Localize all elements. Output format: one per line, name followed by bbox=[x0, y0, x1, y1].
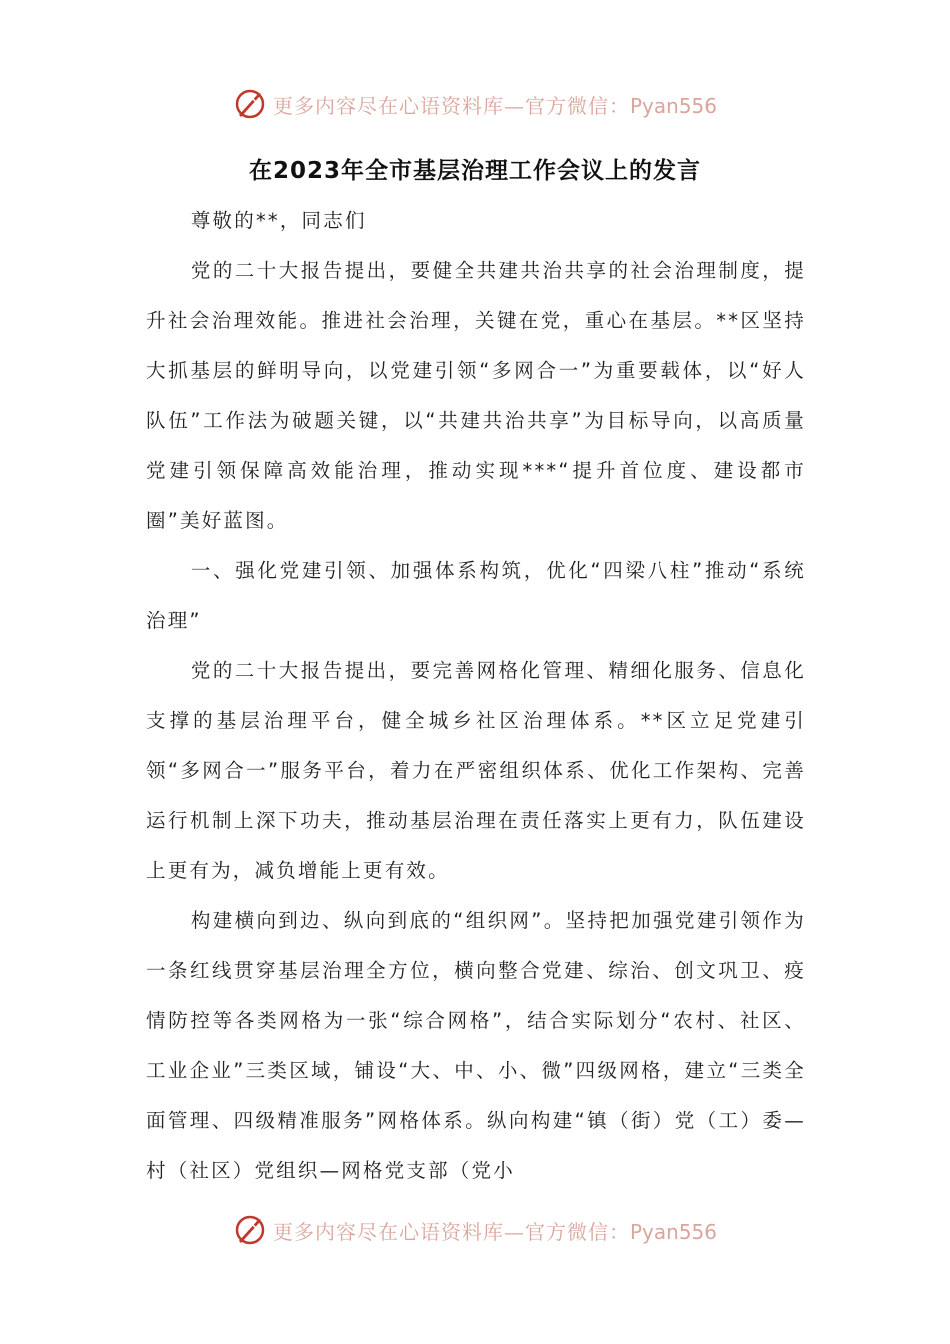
watermark-wechat-id: Pyan556 bbox=[629, 1219, 717, 1244]
watermark-banner-top bbox=[0, 84, 950, 124]
document-title: 在2023年全市基层治理工作会议上的发言 bbox=[248, 158, 701, 184]
paragraph-organization-network: 构建横向到边、纵向到底的“组织网”。坚持把加强党建引领作为一条红线贯穿基层治理全方位，横向整合党建、综治、创文巩卫、疫情防控等各类网格为一张“综合网格”，结合实际划分“农村、社区、工业企业”三类区域，铺设“大、中、小、微”四级网格，建立“三类全面管理、四级精准服务”网格体系。纵向构建“镇（街）党（工）委—村（社区）党组织—网格党支部（党小 bbox=[146, 909, 806, 1182]
paragraph-section-1: 党的二十大报告提出，要完善网格化管理、精细化服务、信息化支撑的基层治理平台，健全城乡社区治理体系。**区立足党建引领“多网合一”服务平台，着力在严密组织体系、优化工作架构、完善运行机制上深下功夫，推动基层治理在责任落实上更有力，队伍建设上更有为，减负增能上更有效。 bbox=[146, 659, 806, 882]
quill-logo-icon bbox=[233, 1213, 267, 1247]
document-body bbox=[146, 196, 806, 1196]
watermark-separator: — bbox=[503, 1219, 525, 1244]
watermark-text bbox=[273, 1216, 717, 1245]
watermark-banner-bottom bbox=[0, 1210, 950, 1250]
section-heading-1: 一、强化党建引领、加强体系构筑，优化“四梁八柱”推动“系统治理” bbox=[146, 559, 806, 632]
paragraph-intro: 党的二十大报告提出，要健全共建共治共享的社会治理制度，提升社会治理效能。推进社会治理，关键在党，重心在基层。**区坚持大抓基层的鲜明导向，以党建引领“多网合一”为重要载体，以“好人队伍”工作法为破题关键，以“共建共治共享”为目标导向，以高质量党建引领保障高效能治理，推动实现***“提升首位度、建设都市圈”美好蓝图。 bbox=[146, 259, 806, 532]
watermark-text bbox=[273, 90, 717, 119]
watermark-brand: 更多内容尽在心语资料库 bbox=[272, 1219, 504, 1244]
quill-logo-icon bbox=[233, 87, 267, 121]
watermark-brand: 更多内容尽在心语资料库 bbox=[272, 93, 504, 118]
watermark-separator: — bbox=[503, 93, 525, 118]
salutation: 尊敬的**，同志们 bbox=[190, 209, 367, 232]
watermark-wechat-id: Pyan556 bbox=[629, 93, 717, 118]
watermark-wechat-label: 官方微信： bbox=[524, 93, 630, 118]
watermark-wechat-label: 官方微信： bbox=[524, 1219, 630, 1244]
